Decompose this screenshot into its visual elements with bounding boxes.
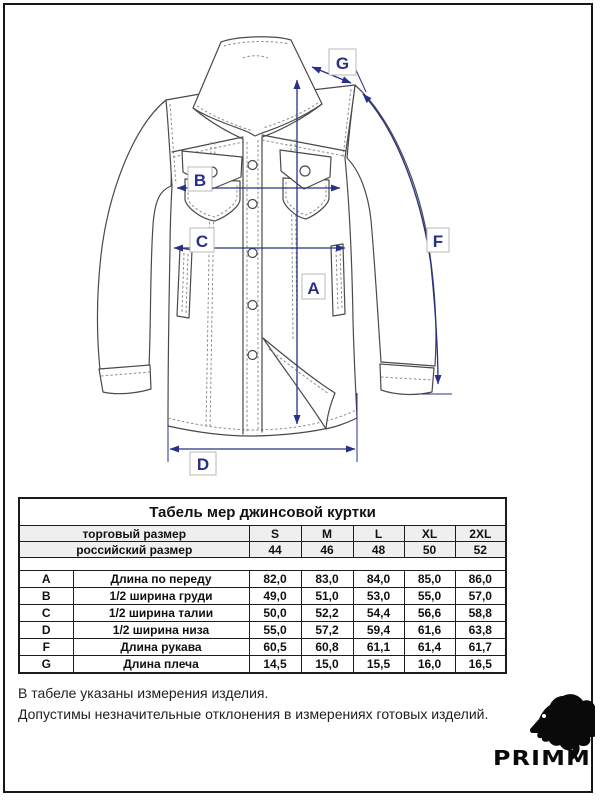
- brand-logo: [489, 688, 595, 770]
- measure-label-D: [190, 452, 216, 475]
- svg-text:B: B: [193, 171, 207, 190]
- svg-text:A: A: [307, 279, 320, 298]
- measure-value: 63,8: [455, 622, 506, 639]
- measure-value: 49,0: [249, 588, 301, 605]
- measure-value: 16,0: [404, 656, 455, 674]
- measure-key: B: [19, 588, 73, 605]
- measure-label-G: [329, 49, 356, 75]
- table-row: [19, 571, 506, 588]
- measure-value: 55,0: [404, 588, 455, 605]
- measure-value: 60,8: [301, 639, 353, 656]
- measure-value: 55,0: [249, 622, 301, 639]
- measure-key: C: [19, 605, 73, 622]
- measure-key: F: [19, 639, 73, 656]
- measure-value: 52,2: [301, 605, 353, 622]
- measure-value: 86,0: [455, 571, 506, 588]
- measure-value: 16,5: [455, 656, 506, 674]
- size-col-header: M: [301, 526, 353, 542]
- jacket-right-sleeve: [347, 85, 436, 394]
- measure-key: G: [19, 656, 73, 674]
- svg-text:C: C: [195, 232, 209, 251]
- measure-name: 1/2 ширина груди: [73, 588, 249, 605]
- spacer-row: [19, 558, 506, 571]
- measure-name: 1/2 ширина низа: [73, 622, 249, 639]
- ru-size-value: 52: [455, 542, 506, 558]
- measure-value: 15,0: [301, 656, 353, 674]
- jacket-welt-pocket-right: [331, 244, 345, 316]
- measure-value: 56,6: [404, 605, 455, 622]
- measure-label-C: [190, 228, 214, 252]
- measure-name: 1/2 ширина талии: [73, 605, 249, 622]
- table-row: [19, 622, 506, 639]
- measure-name: Длина плеча: [73, 656, 249, 674]
- measure-value: 61,4: [404, 639, 455, 656]
- measure-value: 15,5: [353, 656, 404, 674]
- size-col-header: 2XL: [455, 526, 506, 542]
- measure-value: 82,0: [249, 571, 301, 588]
- measure-label-F: [427, 228, 449, 252]
- measure-value: 61,6: [404, 622, 455, 639]
- measure-name: Длина по переду: [73, 571, 249, 588]
- table-row: [19, 605, 506, 622]
- measure-value: 83,0: [301, 571, 353, 588]
- measure-key: D: [19, 622, 73, 639]
- measure-value: 84,0: [353, 571, 404, 588]
- ru-size-label: российский размер: [19, 542, 249, 558]
- size-col-header: L: [353, 526, 404, 542]
- table-title: Табель мер джинсовой куртки: [19, 498, 506, 526]
- ru-size-value: 46: [301, 542, 353, 558]
- footnote-line-1: В табеле указаны измерения изделия.: [18, 685, 269, 701]
- size-col-header: XL: [404, 526, 455, 542]
- jacket-welt-pocket-left: [177, 248, 192, 318]
- footnote-line-2: Допустимы незначительные отклонения в измерениях готовых изделий.: [18, 706, 489, 722]
- measure-value: 14,5: [249, 656, 301, 674]
- measure-value: 61,7: [455, 639, 506, 656]
- measure-value: 57,0: [455, 588, 506, 605]
- measure-name: Длина рукава: [73, 639, 249, 656]
- table-row: [19, 639, 506, 656]
- measure-value: 57,2: [301, 622, 353, 639]
- measure-value: 51,0: [301, 588, 353, 605]
- ru-size-value: 44: [249, 542, 301, 558]
- brand-wordmark: PRIMM: [493, 746, 591, 770]
- table-row: [19, 588, 506, 605]
- svg-text:F: F: [432, 232, 444, 251]
- footnotes: [18, 683, 488, 725]
- measure-label-A: [302, 274, 325, 299]
- measure-value: 58,8: [455, 605, 506, 622]
- measure-value: 85,0: [404, 571, 455, 588]
- measure-label-B: [188, 167, 212, 191]
- trade-size-label: торговый размер: [19, 526, 249, 542]
- size-col-header: S: [249, 526, 301, 542]
- svg-text:D: D: [196, 455, 210, 474]
- measure-value: 61,1: [353, 639, 404, 656]
- svg-text:G: G: [335, 54, 350, 73]
- measure-value: 53,0: [353, 588, 404, 605]
- measure-value: 50,0: [249, 605, 301, 622]
- ru-size-value: 50: [404, 542, 455, 558]
- measure-value: 54,4: [353, 605, 404, 622]
- measure-value: 59,4: [353, 622, 404, 639]
- measure-value: 60,5: [249, 639, 301, 656]
- table-row: [19, 656, 506, 674]
- size-table: [18, 497, 507, 674]
- ru-size-value: 48: [353, 542, 404, 558]
- jacket-left-sleeve: [98, 100, 172, 394]
- measure-key: A: [19, 571, 73, 588]
